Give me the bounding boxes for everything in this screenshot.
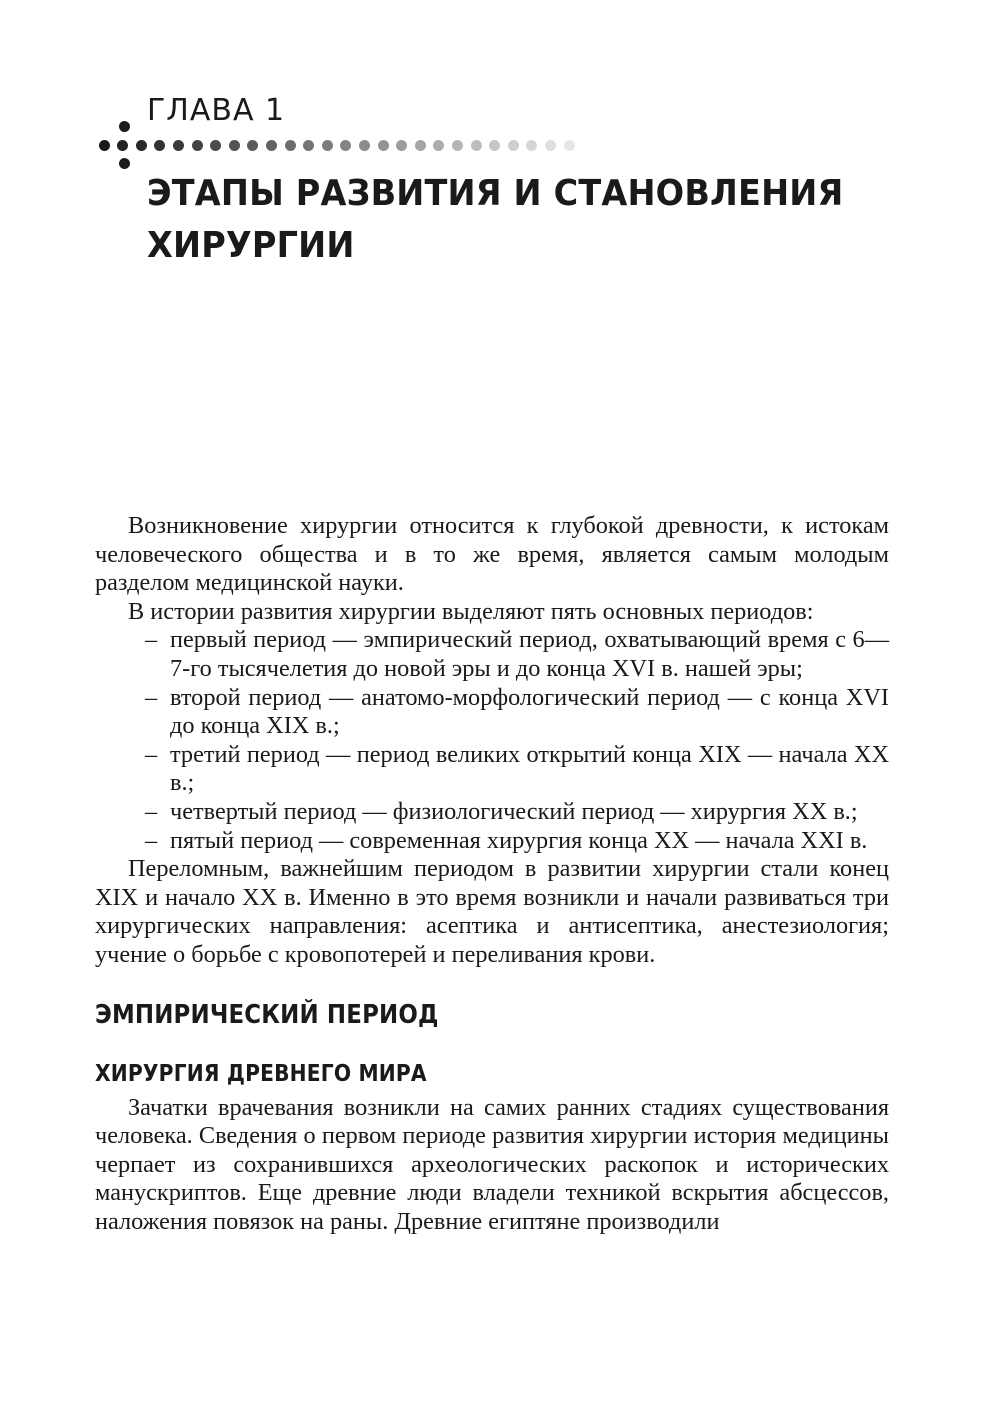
periods-list [95,626,889,855]
turning-point-paragraph: Переломным, важнейшим периодом в развитии хирургии стали конец XIX и начало XX в. Именно в это время возникли и начали развиваться три хирургических направления: асептика и антисептика, анестезиология; учение о борьбе с кровопотерей и переливания крови. [95,855,889,968]
ornament-dot [266,140,277,151]
ornament-dot [247,140,258,151]
list-item [95,684,889,741]
ornament-dot [415,140,426,151]
ornament-dot [285,140,296,151]
ornament-dot [99,140,110,151]
list-item-text: первый период — эмпирический период, охватывающий время с 6—7-го тысячелетия до новой эры и до конца XVI в. нашей эры; [170,626,889,682]
ornament-dot [117,140,128,151]
ornament-dot [396,140,407,151]
list-item-text: второй период — анатомо-морфологический период — с конца XVI до конца XIX в.; [170,683,889,740]
ornament-dot [526,140,537,151]
ornament-dot [359,140,370,151]
ornament-dot [545,140,556,151]
list-item-text: пятый период — современная хирургия конца XX — начала XXI в. [170,826,868,854]
ornament-dot [119,158,130,169]
section-paragraph: Зачатки врачевания возникли на самих ранних стадиях существования человека. Сведения о первом периоде развития хирургии история медицины черпает из сохранившихся археологических раскопок и исторических манускриптов. Еще древние люди владели техникой вскрытия абсцессов, наложения повязок на раны. Древние египтяне производили [95,1093,889,1235]
intro-paragraph-1: Возникновение хирургии относится к глубокой древности, к истокам человеческого общества и в то же время, является самым молодым разделом медицинской науки. [95,512,889,597]
chapter-title [147,168,854,272]
dash-bullet: – [145,797,158,825]
chapter-label: ГЛАВА 1 [147,93,286,128]
ornament-dot [136,140,147,151]
list-item-text: четвертый период — физиологический период — хирургия XX в.; [170,797,858,825]
section-subheading: ХИРУРГИЯ ДРЕВНЕГО МИРА [95,1060,427,1087]
list-item [95,798,889,827]
list-item [95,626,889,683]
dash-bullet: – [145,626,158,654]
list-item [95,827,889,856]
ornament-dot [303,140,314,151]
ornament-dot [154,140,165,151]
chapter-title-line-1: ЭТАПЫ РАЗВИТИЯ И СТАНОВЛЕНИЯ [147,173,844,214]
ornament-dot [210,140,221,151]
section-heading: ЭМПИРИЧЕСКИЙ ПЕРИОД [95,999,439,1030]
ornament-dot [119,121,130,132]
intro-paragraph-2: В истории развития хирургии выделяют пять основных периодов: [128,597,814,625]
ornament-dot [192,140,203,151]
ornament-dot [173,140,184,151]
dash-bullet: – [145,740,158,768]
ornament-dot [471,140,482,151]
dash-bullet: – [145,826,158,854]
ornament-dot [322,140,333,151]
ornament-dot [340,140,351,151]
body-text [95,512,889,1236]
ornament-dot [489,140,500,151]
ornament-dot [433,140,444,151]
dash-bullet: – [145,683,158,711]
ornament-dot [229,140,240,151]
ornament-dot [452,140,463,151]
ornament-dot [508,140,519,151]
chapter-title-line-2: ХИРУРГИИ [147,225,355,266]
list-item [95,741,889,798]
ornament-dot [564,140,575,151]
list-item-text: третий период — период великих открытий конца XIX — начала XX в.; [170,740,889,797]
ornament-dot [378,140,389,151]
